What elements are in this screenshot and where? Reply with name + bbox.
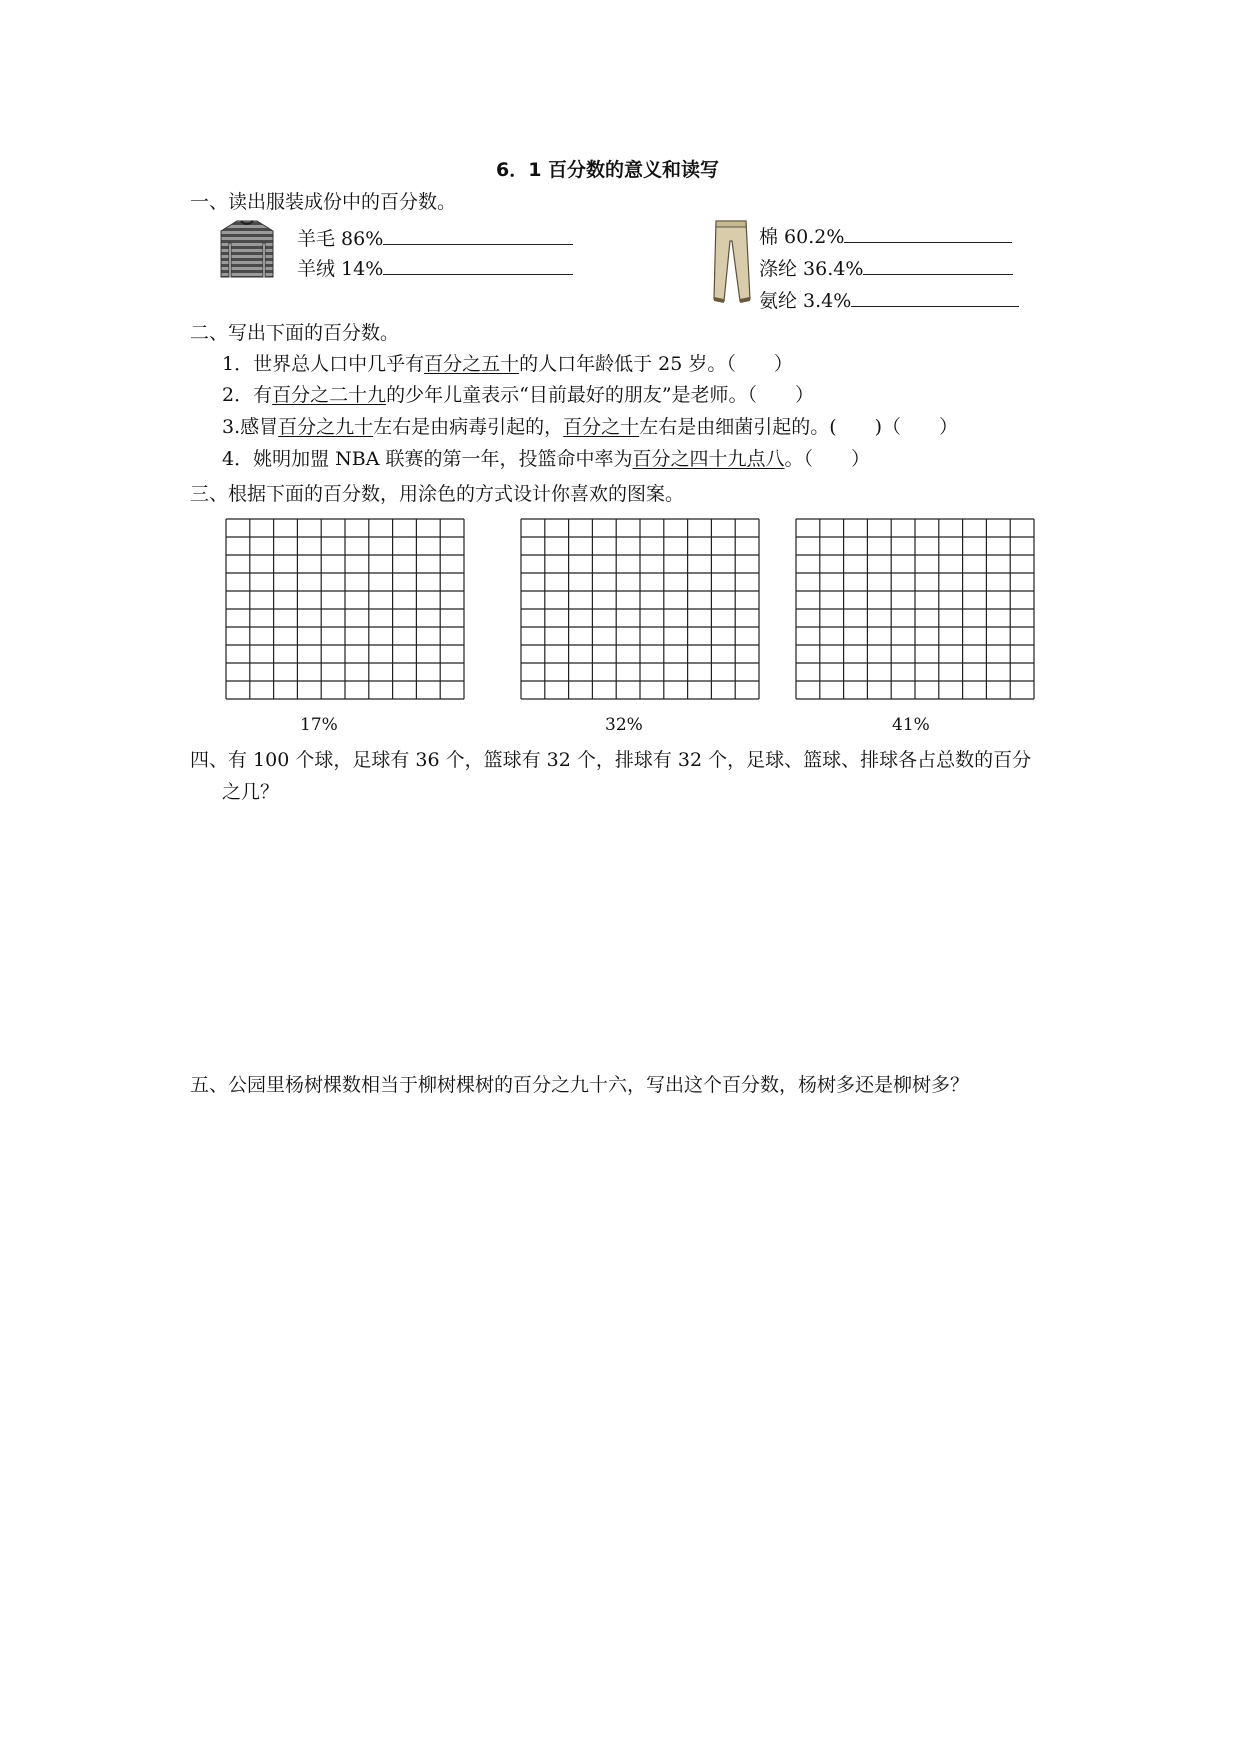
section4-line2: 之几？: [222, 781, 280, 803]
question-2-2: 2．有百分之二十九的少年儿童表示“目前最好的朋友”是老师。（ ）: [222, 384, 815, 406]
question-2-4: 4．姚明加盟 NBA 联赛的第一年，投篮命中率为百分之四十九点八。（ ）: [222, 448, 871, 470]
section4-line1: 四、有 100 个球，足球有 36 个，篮球有 32 个，排球有 32 个，足球、篮球、排球各占总数的百分: [190, 749, 1032, 771]
coloring-grid-2[interactable]: [520, 518, 760, 700]
section2-heading: 二、写出下面的百分数。: [190, 322, 400, 344]
coloring-grid-3[interactable]: [795, 518, 1035, 700]
pants-item-polyester: 涤纶 36.4%: [759, 258, 1013, 279]
pants-icon: [710, 219, 752, 305]
grid-label-1: 17%: [300, 715, 338, 735]
section5-text: 五、公园里杨树棵数相当于柳树棵树的百分之九十六，写出这个百分数，杨树多还是柳树多？: [190, 1074, 970, 1096]
coloring-grid-1[interactable]: [225, 518, 465, 700]
pants-item-cotton: 棉 60.2%: [759, 226, 1012, 247]
grid-label-3: 41%: [892, 715, 930, 735]
question-2-3: 3.感冒百分之九十左右是由病毒引起的，百分之十左右是由细菌引起的。( )（ ）: [222, 416, 959, 438]
grid-label-2: 32%: [605, 715, 643, 735]
section3-heading: 三、根据下面的百分数，用涂色的方式设计你喜欢的图案。: [190, 483, 685, 505]
section1-heading: 一、读出服装成份中的百分数。: [190, 191, 457, 213]
sweater-item-cashmere: 羊绒 14%: [297, 258, 573, 279]
pants-item-spandex: 氨纶 3.4%: [759, 290, 1019, 311]
sweater-icon: [219, 219, 275, 279]
page-title: 6．1 百分数的意义和读写: [496, 159, 720, 181]
question-2-1: 1．世界总人口中几乎有百分之五十的人口年龄低于 25 岁。（ ）: [222, 353, 793, 375]
sweater-item-wool: 羊毛 86%: [297, 228, 573, 249]
